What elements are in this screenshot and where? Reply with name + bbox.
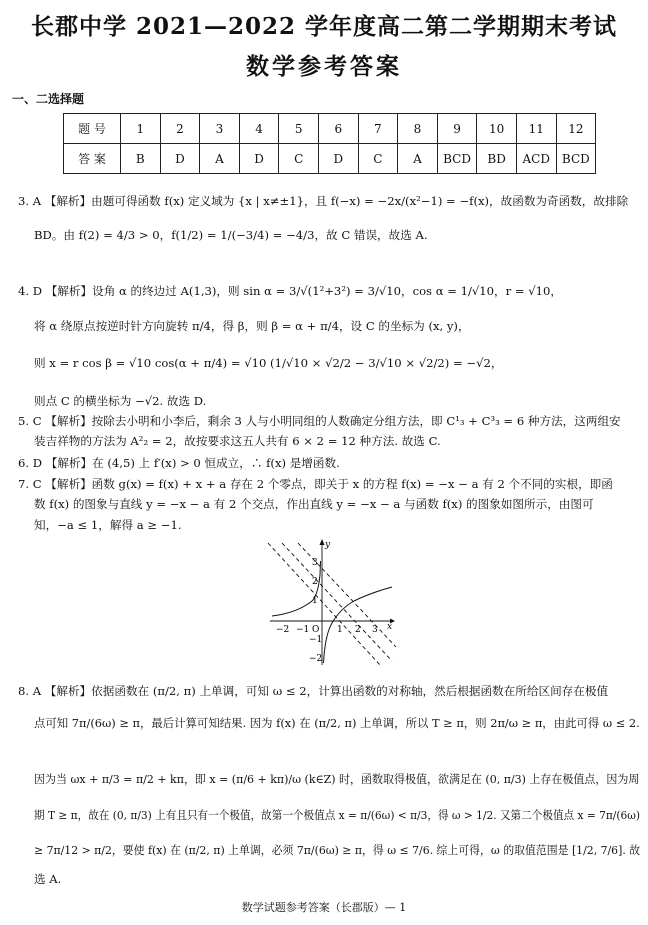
solution-line: 3. A 【解析】由题可得函数 f(x) 定义域为 {x | x≠±1}，且 f(−x) = −2x/(x²−1) = −f(x)，故函数为奇函数，故排除 — [18, 194, 629, 208]
solution-line: ≥ 7π/12 > π/2，要使 f(x) 在 (π/2, π) 上单调，必须 7π/(6ω) ≥ π，得 ω ≤ 7/6. 综上可得，ω 的取值范围是 [1/2, 7/6]. 故 — [34, 843, 641, 857]
question-number: 3 — [200, 114, 240, 144]
y-tick-label: 2 — [312, 577, 318, 587]
solution-line: 则点 C 的横坐标为 −√2. 故选 D. — [34, 394, 207, 408]
answer-cell: ACD — [516, 144, 556, 174]
solution-line: 4. D 【解析】设角 α 的终边过 A(1,3)，则 sin α = 3/√(1²+3²) = 3/√10，cos α = 1/√10，r = √10， — [18, 284, 562, 298]
x-axis-label: x — [387, 622, 393, 632]
answer-cell: D — [239, 144, 279, 174]
solution-line: 6. D 【解析】在 (4,5) 上 f′(x) > 0 恒成立，∴ f(x) 是增函数. — [18, 456, 340, 470]
y-tick-label: −2 — [309, 654, 323, 664]
x-tick-label: 2 — [355, 625, 361, 635]
x-tick-label: 1 — [337, 625, 343, 635]
x-tick-label: −1 — [296, 625, 310, 635]
section-heading: 一、二选择题 — [12, 92, 85, 106]
answer-cell: BCD — [437, 144, 477, 174]
answer-cell: D — [160, 144, 200, 174]
solution-line: 期 T ≥ π，故在 (0, π/3) 上有且只有一个极值，故第一个极值点 x = π/(6ω) < π/3，得 ω > 1/2. 又第二个极值点 x = 7π/(6ω) — [34, 808, 641, 822]
answer-cell: A — [200, 144, 240, 174]
exam-title: 长郡中学 2021—2022 学年度高二第二学期期末考试 — [30, 13, 618, 40]
question-number: 11 — [516, 114, 556, 144]
y-tick-label: 3 — [312, 558, 318, 568]
solution-line: 将 α 绕原点按逆时针方向旋转 π/4，得 β，则 β = α + π/4，设 C 的坐标为 (x, y)， — [34, 319, 470, 333]
answer-cell: C — [358, 144, 398, 174]
row-label-number: 题 号 — [64, 114, 121, 144]
question-number: 8 — [398, 114, 438, 144]
curve-left-branch — [272, 561, 321, 616]
answer-cell: D — [318, 144, 358, 174]
y-axis-label: y — [325, 540, 331, 550]
dashed-line-2 — [282, 543, 392, 661]
solution-line: 数 f(x) 的图象与直线 y = −x − a 有 2 个交点，作出直线 y = −x − a 与函数 f(x) 的图象如图所示，由图可 — [34, 497, 594, 511]
question-number: 6 — [318, 114, 358, 144]
origin-label: O — [312, 625, 320, 635]
question-number: 1 — [121, 114, 161, 144]
y-tick-label: −1 — [309, 635, 323, 645]
question-number: 5 — [279, 114, 319, 144]
solution-line: 选 A. — [34, 872, 62, 886]
answer-cell: BCD — [556, 144, 596, 174]
answer-cell: C — [279, 144, 319, 174]
question-number: 7 — [358, 114, 398, 144]
solution-line: 7. C 【解析】函数 g(x) = f(x) + x + a 存在 2 个零点，即关于 x 的方程 f(x) = −x − a 有 2 个不同的实根，即函 — [18, 477, 613, 491]
exam-subtitle: 数学参考答案 — [246, 53, 402, 80]
table-row — [64, 114, 596, 144]
x-tick-label: −2 — [276, 625, 290, 635]
solution-line: 知，−a ≤ 1，解得 a ≥ −1. — [34, 518, 182, 532]
question-number: 9 — [437, 114, 477, 144]
answer-table — [63, 113, 596, 174]
solution-line: 5. C 【解析】按除去小明和小李后，剩余 3 人与小明同组的人数确定分组方法，即 C¹₃ + C³₃ = 6 种方法，这两组安 — [18, 414, 621, 428]
row-label-answer: 答 案 — [64, 144, 121, 174]
solution-line: 装吉祥物的方法为 A²₂ = 2，故按要求这五人共有 6 × 2 = 12 种方法. 故选 C. — [34, 434, 441, 448]
solution-line: 点可知 7π/(6ω) ≥ π，最后计算可知结果. 因为 f(x) 在 (π/2, π) 上单调，所以 T ≥ π，则 2π/ω ≥ π，由此可得 ω ≤ 2. — [34, 716, 640, 730]
table-row — [64, 144, 596, 174]
page-footer: 数学试题参考答案（长郡版）— 1 — [241, 901, 407, 914]
solution-line: 则 x = r cos β = √10 cos(α + π/4) = √10 (1/√10 × √2/2 − 3/√10 × √2/2) = −√2， — [34, 356, 503, 370]
function-graph — [262, 535, 398, 670]
answer-cell: B — [121, 144, 161, 174]
answer-cell: A — [398, 144, 438, 174]
solution-line: BD。由 f(2) = 4/3 > 0，f(1/2) = 1/(−3/4) = −4/3，故 C 错误，故选 A. — [34, 228, 428, 242]
dashed-line-1 — [268, 543, 380, 665]
solution-line: 8. A 【解析】依据函数在 (π/2, π) 上单调，可知 ω ≤ 2，计算出函数的对称轴，然后根据函数在所给区间存在极值 — [18, 684, 609, 698]
solution-line: 因为当 ωx + π/3 = π/2 + kπ，即 x = (π/6 + kπ)/ω (k∈Z) 时，函数取得极值，欲满足在 (0, π/3) 上存在极值点，因为周 — [34, 772, 640, 786]
y-tick-label: 1 — [312, 596, 318, 606]
x-tick-label: 3 — [372, 625, 378, 635]
question-number: 4 — [239, 114, 279, 144]
answer-cell: BD — [477, 144, 517, 174]
y-axis-arrow — [320, 539, 325, 545]
question-number: 2 — [160, 114, 200, 144]
question-number: 10 — [477, 114, 517, 144]
question-number: 12 — [556, 114, 596, 144]
